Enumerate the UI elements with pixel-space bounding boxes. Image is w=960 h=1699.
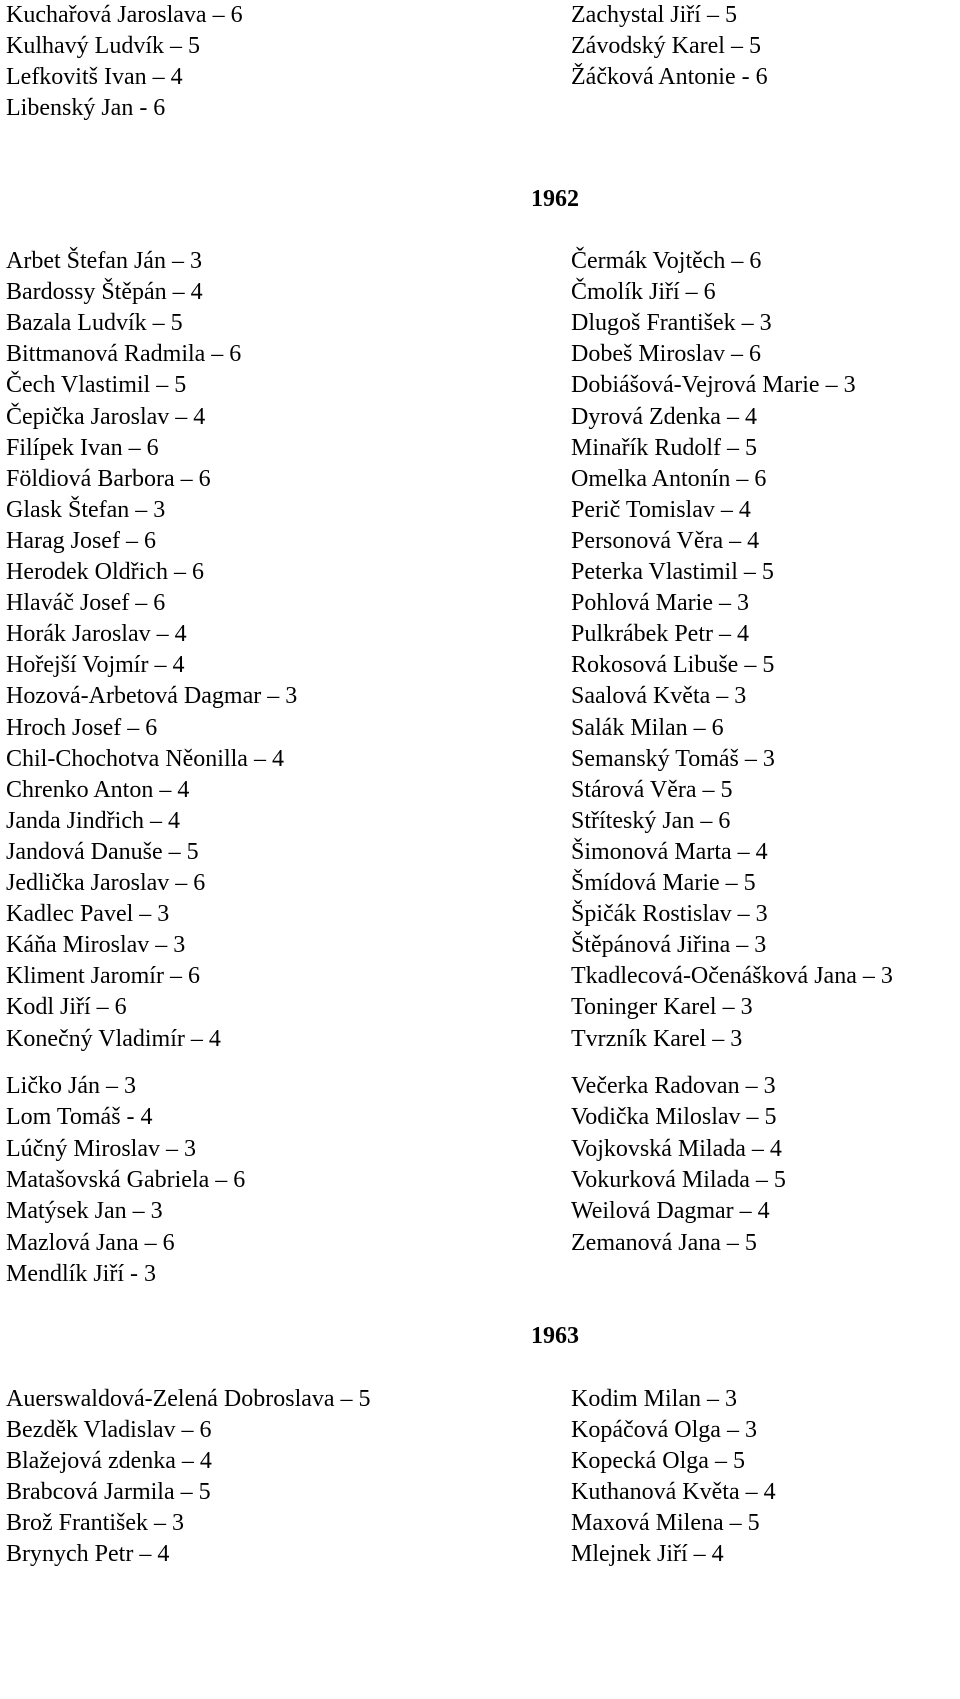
entry-left: Brabcová Jarmila – 5: [6, 1479, 211, 1505]
entry-right: Špičák Rostislav – 3: [571, 901, 768, 928]
entry-left: Hozová-Arbetová Dagmar – 3: [6, 683, 298, 710]
entry-left: Matašovská Gabriela – 6: [6, 1166, 246, 1193]
entry-right: Dobeš Miroslav – 6: [571, 341, 761, 368]
entry-right: Dyrová Zdenka – 4: [571, 403, 757, 430]
entry-left: Arbet Štefan Ján – 3: [6, 248, 202, 274]
entry-left: Horák Jaroslav – 4: [6, 621, 187, 648]
entry-right: Pulkrábek Petr – 4: [571, 621, 749, 648]
entry-left: Kliment Jaromír – 6: [6, 963, 200, 990]
entry-left: Chil-Chochotva Něonilla – 4: [6, 745, 284, 772]
entry-right: Šimonová Marta – 4: [571, 838, 768, 865]
entry-right: Tkadlecová-Očenášková Jana – 3: [571, 963, 893, 990]
entry-right: Čermák Vojtěch – 6: [571, 248, 762, 274]
entry-left: Kuchařová Jaroslava – 6: [6, 2, 243, 28]
entry-right: Omelka Antonín – 6: [571, 465, 767, 492]
entry-left: Auerswaldová-Zelená Dobroslava – 5: [6, 1386, 371, 1412]
entry-left: Lefkovitš Ivan – 4: [6, 63, 183, 90]
entry-left: Bittmanová Radmila – 6: [6, 341, 242, 368]
entry-right: Dobiášová-Vejrová Marie – 3: [571, 372, 856, 399]
entry-right: Šmídová Marie – 5: [571, 870, 756, 896]
entry-right: Dlugoš František – 3: [571, 310, 772, 337]
entry-left: Mazlová Jana – 6: [6, 1229, 175, 1256]
entry-right: Zemanová Jana – 5: [571, 1229, 757, 1256]
entry-right: Kodim Milan – 3: [571, 1386, 737, 1412]
entry-right: Semanský Tomáš – 3: [571, 745, 775, 772]
entry-right: Večerka Radovan – 3: [571, 1073, 776, 1099]
year-heading-1962: 1962: [531, 186, 579, 212]
entry-left: Lom Tomáš - 4: [6, 1104, 153, 1131]
entry-right: Pohlová Marie – 3: [571, 590, 749, 617]
entry-left: Jedlička Jaroslav – 6: [6, 870, 206, 896]
entry-left: Földiová Barbora – 6: [6, 465, 211, 492]
entry-right: Kuthanová Květa – 4: [571, 1479, 776, 1505]
entry-left: Libenský Jan - 6: [6, 94, 166, 121]
entry-left: Matýsek Jan – 3: [6, 1198, 163, 1225]
entry-left: Čech Vlastimil – 5: [6, 372, 187, 399]
entry-right: Stárová Věra – 5: [571, 776, 733, 803]
entry-right: Stříteský Jan – 6: [571, 807, 731, 834]
entry-right: Rokosová Libuše – 5: [571, 652, 775, 679]
entry-left: Hroch Josef – 6: [6, 714, 158, 741]
entry-right: Weilová Dagmar – 4: [571, 1198, 770, 1225]
entry-left: Janda Jindřich – 4: [6, 807, 180, 834]
entry-left: Čepička Jaroslav – 4: [6, 403, 206, 430]
entry-right: Perič Tomislav – 4: [571, 496, 751, 523]
entry-left: Blažejová zdenka – 4: [6, 1448, 212, 1474]
year-heading-1963: 1963: [531, 1323, 579, 1349]
entry-left: Ličko Ján – 3: [6, 1073, 136, 1099]
entry-right: Maxová Milena – 5: [571, 1510, 760, 1536]
entry-left: Jandová Danuše – 5: [6, 838, 199, 865]
entry-right: Minařík Rudolf – 5: [571, 434, 757, 461]
entry-left: Filípek Ivan – 6: [6, 434, 159, 461]
entry-left: Konečný Vladimír – 4: [6, 1025, 221, 1052]
entry-right: Žáčková Antonie - 6: [571, 63, 768, 90]
entry-left: Hlaváč Josef – 6: [6, 590, 166, 617]
entry-right: Vojkovská Milada – 4: [571, 1135, 782, 1162]
entry-right: Vodička Miloslav – 5: [571, 1104, 777, 1131]
entry-left: Hořejší Vojmír – 4: [6, 652, 185, 679]
entry-right: Saalová Květa – 3: [571, 683, 747, 710]
entry-left: Glask Štefan – 3: [6, 496, 166, 523]
entry-right: Kopáčová Olga – 3: [571, 1417, 757, 1443]
entry-right: Salák Milan – 6: [571, 714, 724, 741]
entry-right: Závodský Karel – 5: [571, 32, 761, 59]
entry-left: Kulhavý Ludvík – 5: [6, 32, 200, 59]
entry-left: Lúčný Miroslav – 3: [6, 1135, 196, 1162]
entry-right: Tvrzník Karel – 3: [571, 1025, 743, 1052]
entry-left: Bardossy Štěpán – 4: [6, 279, 203, 306]
entry-left: Kodl Jiří – 6: [6, 994, 127, 1021]
entry-left: Bazala Ludvík – 5: [6, 310, 183, 337]
entry-left: Bezděk Vladislav – 6: [6, 1417, 212, 1443]
entry-left: Brynych Petr – 4: [6, 1541, 170, 1567]
entry-left: Herodek Oldřich – 6: [6, 559, 204, 585]
entry-left: Brož František – 3: [6, 1510, 184, 1536]
entry-right: Personová Věra – 4: [571, 527, 760, 554]
entry-left: Kadlec Pavel – 3: [6, 901, 170, 928]
entry-right: Vokurková Milada – 5: [571, 1166, 786, 1193]
entry-right: Toninger Karel – 3: [571, 994, 753, 1021]
entry-right: Kopecká Olga – 5: [571, 1448, 745, 1474]
entry-right: Peterka Vlastimil – 5: [571, 559, 774, 585]
entry-right: Čmolík Jiří – 6: [571, 279, 716, 306]
entry-left: Mendlík Jiří - 3: [6, 1260, 156, 1287]
entry-left: Káňa Miroslav – 3: [6, 932, 186, 959]
entry-left: Chrenko Anton – 4: [6, 776, 190, 803]
entry-right: Mlejnek Jiří – 4: [571, 1541, 724, 1567]
entry-right: Zachystal Jiří – 5: [571, 2, 737, 28]
entry-left: Harag Josef – 6: [6, 527, 156, 554]
entry-right: Štěpánová Jiřina – 3: [571, 932, 767, 959]
